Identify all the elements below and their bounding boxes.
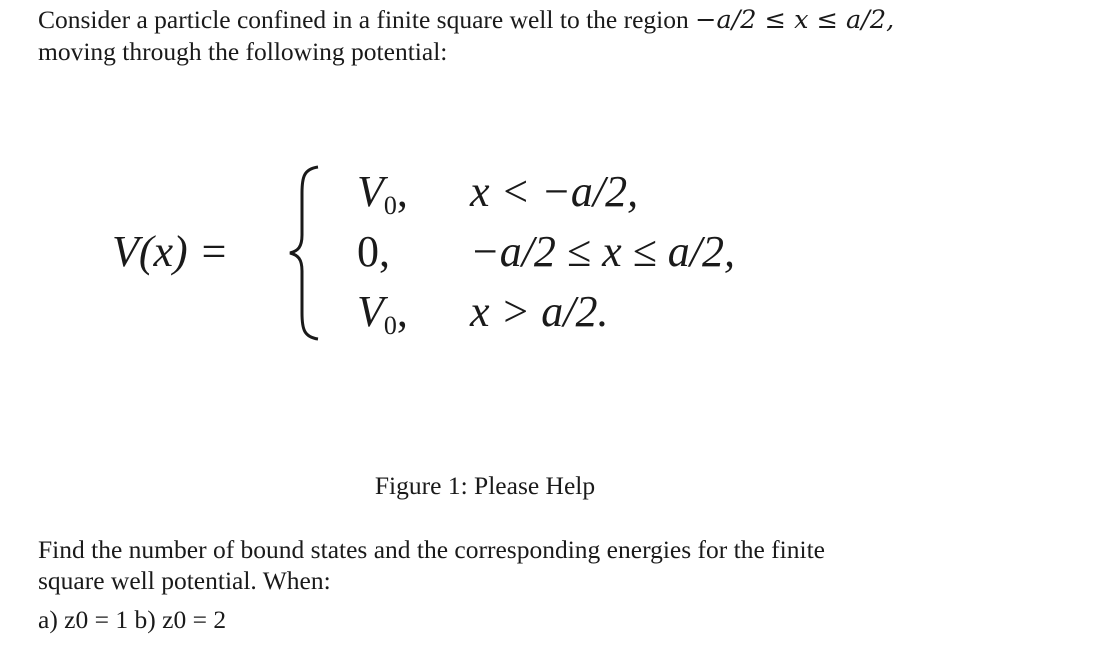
case-2-value: 0, — [357, 227, 390, 276]
case-2-condition: −a/2 ≤ x ≤ a/2, — [470, 227, 735, 276]
question-line-2: square well potential. When: — [38, 566, 331, 595]
equation-lhs: V(x) = — [112, 227, 229, 276]
question-paragraph — [38, 534, 825, 596]
intro-line-1-text: Consider a particle confined in a finite square well to the region — [38, 5, 696, 34]
left-brace-icon — [286, 163, 326, 343]
case-1-condition: x < −a/2, — [470, 167, 639, 216]
case-3-condition: x > a/2. — [470, 287, 609, 336]
case-3-value: $V_0$, — [357, 287, 408, 340]
case-1-value: $V_0$, — [357, 167, 408, 220]
intro-line-2: moving through the following potential: — [38, 37, 448, 66]
figure-caption: Figure 1: Please Help — [374, 471, 596, 500]
region-inequality: −a/2 ≤ x ≤ a/2, — [695, 5, 895, 35]
question-line-1: Find the number of bound states and the corresponding energies for the finite — [38, 535, 826, 564]
question-parts: a) z0 = 1 b) z0 = 2 — [38, 605, 227, 634]
